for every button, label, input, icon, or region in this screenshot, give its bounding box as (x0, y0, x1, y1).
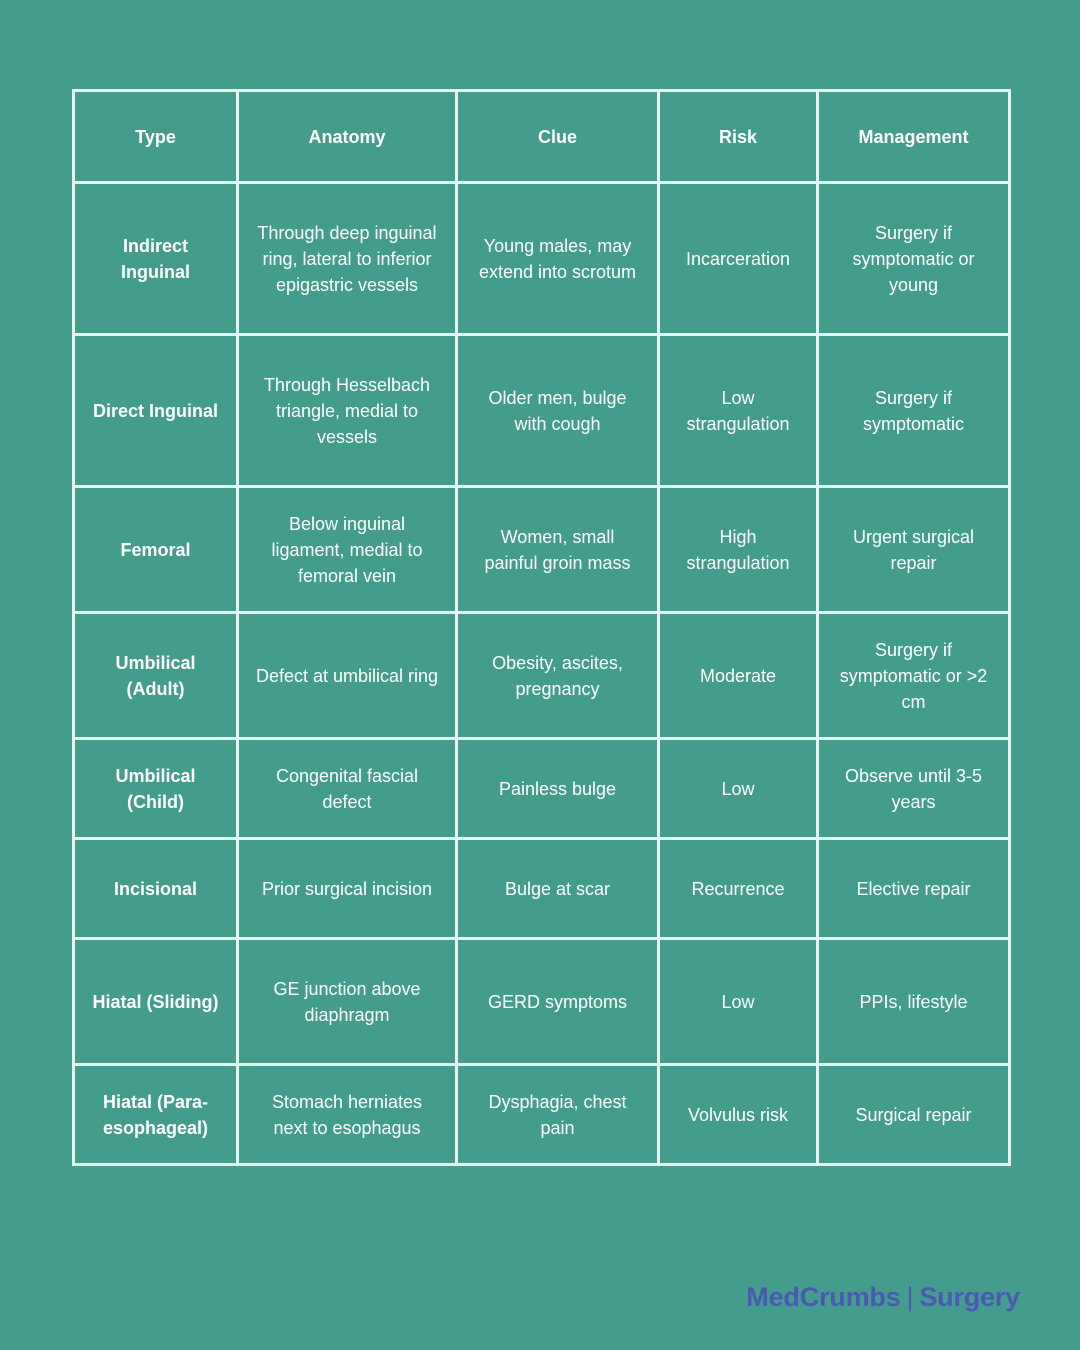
table-row (74, 335, 1010, 487)
risk-cell: Low strangulation (659, 335, 818, 487)
table-header-row (74, 91, 1010, 183)
table-row (74, 613, 1010, 739)
type-cell: Hiatal (Para-esophageal) (74, 1065, 238, 1165)
risk-cell: Low (659, 739, 818, 839)
clue-cell: Older men, bulge with cough (457, 335, 659, 487)
management-cell: Surgery if symptomatic or >2 cm (818, 613, 1010, 739)
anatomy-cell: Defect at umbilical ring (238, 613, 457, 739)
anatomy-cell: Through deep inguinal ring, lateral to inferior epigastric vessels (238, 183, 457, 335)
header-clue: Clue (457, 91, 659, 183)
type-cell: Hiatal (Sliding) (74, 939, 238, 1065)
management-cell: Surgical repair (818, 1065, 1010, 1165)
table-row (74, 487, 1010, 613)
anatomy-cell: Stomach herniates next to esophagus (238, 1065, 457, 1165)
table-row (74, 839, 1010, 939)
type-cell: Umbilical (Child) (74, 739, 238, 839)
table-row (74, 1065, 1010, 1165)
header-management: Management (818, 91, 1010, 183)
risk-cell: Moderate (659, 613, 818, 739)
clue-cell: Women, small painful groin mass (457, 487, 659, 613)
risk-cell: Incarceration (659, 183, 818, 335)
management-cell: Surgery if symptomatic or young (818, 183, 1010, 335)
clue-cell: GERD symptoms (457, 939, 659, 1065)
type-cell: Incisional (74, 839, 238, 939)
anatomy-cell: Through Hesselbach triangle, medial to vessels (238, 335, 457, 487)
clue-cell: Bulge at scar (457, 839, 659, 939)
table-row (74, 739, 1010, 839)
clue-cell: Obesity, ascites, pregnancy (457, 613, 659, 739)
header-risk: Risk (659, 91, 818, 183)
type-cell: Direct Inguinal (74, 335, 238, 487)
management-cell: Urgent surgical repair (818, 487, 1010, 613)
type-cell: Umbilical (Adult) (74, 613, 238, 739)
anatomy-cell: Below inguinal ligament, medial to femoral vein (238, 487, 457, 613)
brand-footer (746, 1282, 1020, 1313)
type-cell: Indirect Inguinal (74, 183, 238, 335)
header-type: Type (74, 91, 238, 183)
table-row (74, 939, 1010, 1065)
clue-cell: Painless bulge (457, 739, 659, 839)
brand-name: MedCrumbs (746, 1282, 901, 1312)
clue-cell: Young males, may extend into scrotum (457, 183, 659, 335)
hernia-comparison-table (72, 89, 1011, 1166)
anatomy-cell: GE junction above diaphragm (238, 939, 457, 1065)
risk-cell: Volvulus risk (659, 1065, 818, 1165)
management-cell: Elective repair (818, 839, 1010, 939)
management-cell: Surgery if symptomatic (818, 335, 1010, 487)
type-cell: Femoral (74, 487, 238, 613)
header-anatomy: Anatomy (238, 91, 457, 183)
anatomy-cell: Prior surgical incision (238, 839, 457, 939)
anatomy-cell: Congenital fascial defect (238, 739, 457, 839)
brand-section: Surgery (919, 1282, 1020, 1312)
management-cell: Observe until 3-5 years (818, 739, 1010, 839)
risk-cell: Recurrence (659, 839, 818, 939)
risk-cell: Low (659, 939, 818, 1065)
clue-cell: Dysphagia, chest pain (457, 1065, 659, 1165)
management-cell: PPIs, lifestyle (818, 939, 1010, 1065)
brand-separator: | (906, 1282, 914, 1312)
risk-cell: High strangulation (659, 487, 818, 613)
table-row (74, 183, 1010, 335)
